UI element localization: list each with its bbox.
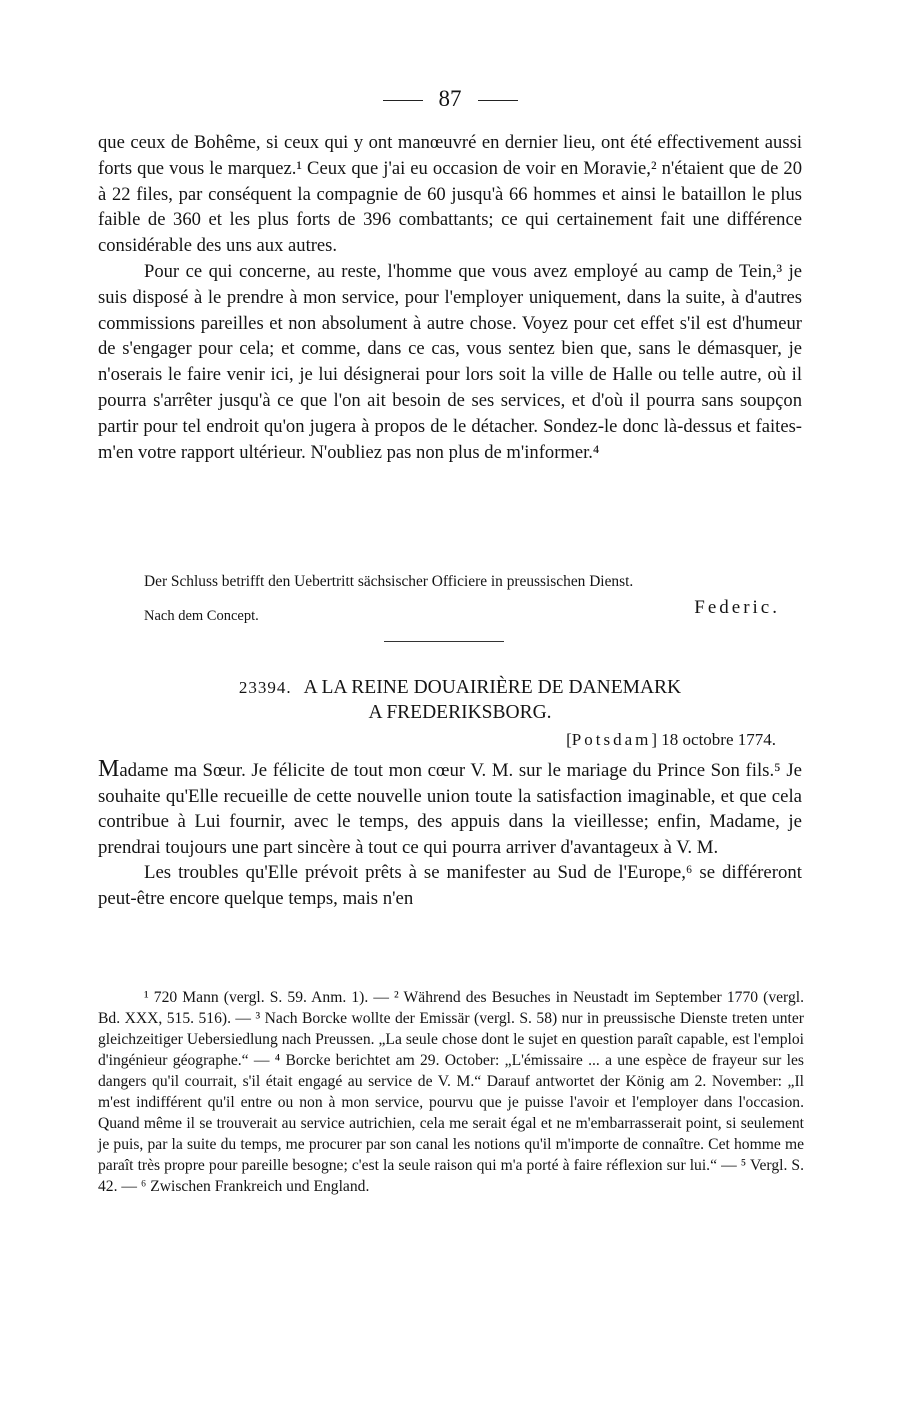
letter-title-1: A LA REINE DOUAIRIÈRE DE DANEMARK: [303, 677, 682, 698]
paragraph-1: que ceux de Bohême, si ceux qui y ont manœuvré en dernier lieu, ont été effectivement aussi forts que vous le marquez.¹ Ceux que j'ai eu occasion de voir en Moravie,² n'étaient que de 20 à 22 files, par conséquent la compagnie de 60 jusqu'à 66 hommes et ainsi le bataillon le plus faible de 360 et les plus forts de 396 combattants; ce qui certainement fait une différence considérable des uns aux autres.: [98, 132, 802, 257]
letter-body: [98, 757, 802, 912]
letter-number: 23394.: [238, 678, 292, 697]
editorial-note: Der Schluss betrifft den Uebertritt sächsischer Officiere in preussischen Dienst.: [144, 573, 634, 590]
section-separator: [384, 641, 504, 642]
paragraph-troubles: Les troubles qu'Elle prévoit prêts à se manifester au Sud de l'Europe,⁶ se différeront peut-être encore quelque temps, mais n'en: [98, 862, 802, 909]
place: Potsdam: [571, 730, 652, 749]
signature: Federic.: [694, 597, 780, 618]
letter-title-2: A FREDERIKSBORG.: [368, 702, 552, 723]
initial-letter: M: [98, 756, 120, 782]
page-number: 87: [438, 86, 462, 111]
date-rest: ] 18 octobre 1774.: [651, 730, 776, 749]
letter-continuation: [98, 130, 802, 465]
source-note: Nach dem Concept.: [144, 608, 259, 624]
footnotes: [98, 987, 804, 1197]
page-header: [0, 86, 900, 112]
letter-title-line-1: [150, 675, 770, 700]
header-dash-right: [478, 100, 518, 101]
paragraph-salutation: [98, 757, 802, 860]
footnote-text: ¹ 720 Mann (vergl. S. 59. Anm. 1). — ² Während des Besuches in Neustadt im September 1770 (vergl. Bd. XXX, 515. 516). — ³ Nach Borcke wollte der Emissär (vergl. S. 58) nur in preussische Dienste treten unter gleichzeitiger Uebersiedlung nach Preussen. „La seule chose dont le sujet en question paraît capable, est l'emploi d'ingénieur géographe.“ — ⁴ Borcke berichtet am 29. October: „L'émissaire ... a une espèce de frayeur sur les dangers qu'il courrait, s'il était engagé au service de V. M.“ Darauf antwortet der König am 2. November: „Il m'est indifférent qu'il entre ou non à mon service, pourvu que je puisse l'avoir et l'employer dans l'occasion. Quand même il se trouverait au service autrichien, cela me serait égal et ne m'embarrasserait point, si seulement je puis, par la suite du temps, me procurer par son canal les notions qu'il m'importe de connaître. Cet homme me paraît très propre pour pareille besogne; c'est la seule raison qui m'a porté à faire réflexion sur lui.“ — ⁵ Vergl. S. 42. — ⁶ Zwischen Frankreich und England.: [98, 989, 804, 1195]
date-open: [: [566, 730, 572, 749]
salutation-text: adame ma Sœur. Je félicite de tout mon cœur V. M. sur le mariage du Prince Son fils.⁵ Je souhaite qu'Elle recueille de cette nouvelle union toute la satisfaction imaginable, et que cela contribue à Lui fournir, avec le temps, des appuis dans la vieillesse; enfin, Madame, je prendrai toujours une part sincère à tout ce qui pourra arriver d'avantageux à V. M.: [98, 760, 802, 858]
header-dash-left: [383, 100, 423, 101]
letter-heading: [150, 675, 770, 725]
dateline: [566, 730, 776, 750]
paragraph-2: Pour ce qui concerne, au reste, l'homme que vous avez employé au camp de Tein,³ je suis disposé à le prendre à mon service, pour l'employer uniquement, dans la suite, à d'autres commissions pareilles et non absolument à autre chose. Voyez pour cet effet s'il est d'humeur de s'engager pour cela; et comme, dans ce cas, vous sentez bien que, sans le démasquer, je n'oserais le faire venir ici, je lui désignerai pour lors soit la ville de Halle ou telle autre, où il pourra s'arrêter jusqu'à ce que l'on ait besoin de ses services, et d'où il pourra sans soupçon partir pour tel endroit qu'on jugera à propos de le détacher. Sondez-le donc là-dessus et faites-m'en votre rapport ultérieur. N'oubliez pas non plus de m'informer.⁴: [98, 260, 802, 463]
